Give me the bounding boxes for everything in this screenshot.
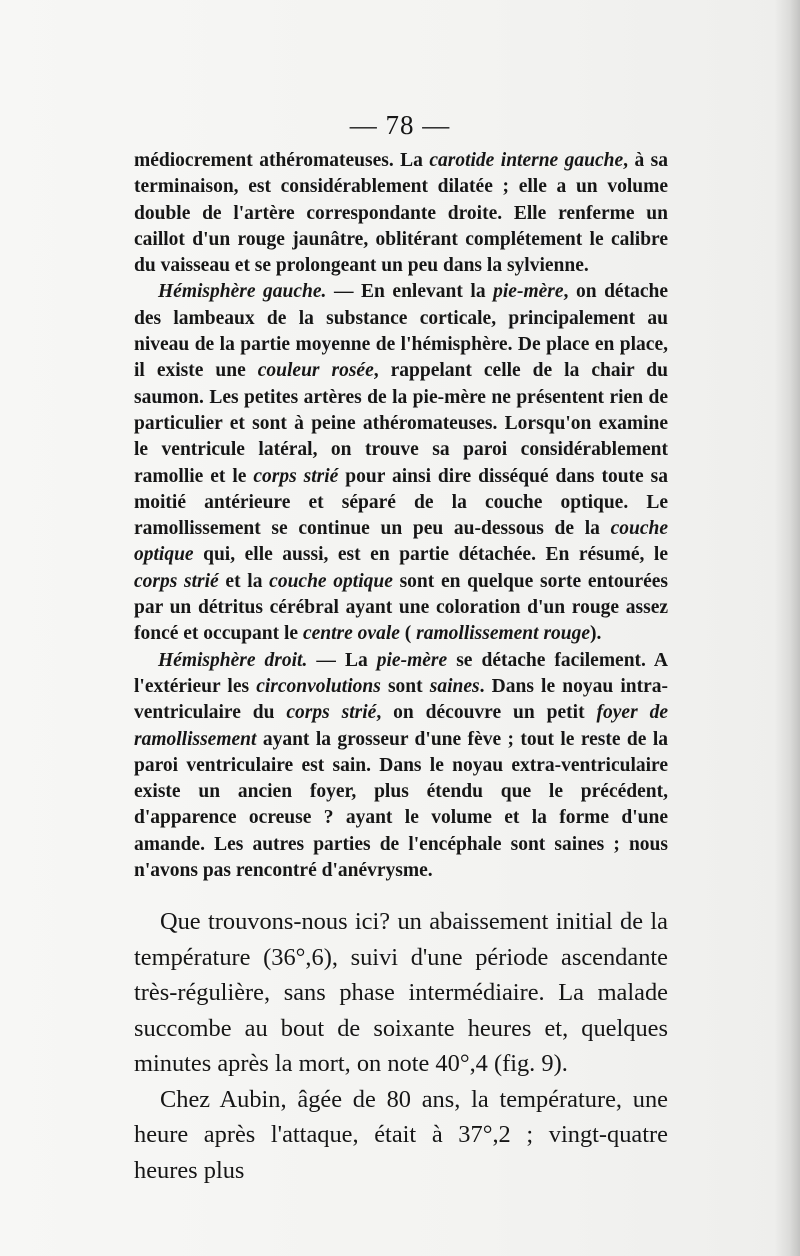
text-run: médiocrement athéromateuses. La xyxy=(134,150,430,171)
text-run: sont en quelque sorte entourées par un détritus cérébral ayant une coloration d'un rouge assez foncé et occupant le xyxy=(134,570,668,645)
page-number: — 78 — xyxy=(349,110,451,140)
italic-run: Hémisphère gauche. xyxy=(158,281,327,303)
italic-run: corps strié xyxy=(253,465,339,487)
paragraph xyxy=(134,148,668,279)
paragraph xyxy=(134,1082,668,1189)
text-run: , rappelant celle de la chair du saumon. Les petites artères de la pie-mère ne présentent rien de particulier et sont à peine athéromateuses. Lorsqu'on examine le ventricule latéral, on trouve sa paroi considérablement ramollie et le xyxy=(134,360,669,487)
italic-run: Hémisphère droit. xyxy=(158,649,308,671)
italic-run: foyer de ramollissement xyxy=(134,702,668,750)
text-run: et la xyxy=(218,570,270,592)
text-run: ). xyxy=(590,623,602,645)
commentary-block xyxy=(134,904,668,1188)
text-run: — La xyxy=(307,649,377,671)
text-run: . Dans le noyau intra-ventriculaire du xyxy=(134,675,668,724)
italic-run: saines xyxy=(429,675,480,697)
text-run: se détache facilement. A l'extérieur les xyxy=(134,649,668,697)
page-edge-shadow xyxy=(774,0,800,1256)
text-run: , on découvre un petit xyxy=(376,702,597,724)
text-run: ayant la grosseur d'une fève ; tout le reste de la paroi ventriculaire est sain. Dans le noyau extra-ventriculaire existe un ancien foyer, plus étendu que le précédent, d'apparence ocreuse ? ayant le volume et la forme d'une amande. Les autres parties de l'encéphale sont saines ; nous n'avons pas rencontré d'anévrysme. xyxy=(134,728,668,882)
italic-run: centre ovale xyxy=(302,623,400,645)
italic-run: pie-mère xyxy=(376,649,448,671)
paragraph xyxy=(134,904,668,1082)
text-run: Chez Aubin, âgée de 80 ans, la température, une heure après l'attaque, était à 37°,2 ; vingt-quatre heures plus xyxy=(134,1085,668,1184)
italic-run: corps strié xyxy=(134,570,219,592)
paragraph xyxy=(134,648,668,885)
text-run: pour ainsi dire disséqué dans toute sa moitié antérieure et séparé de la couche optique. Le ramollissement se continue un peu au-dessous de la xyxy=(134,465,668,540)
text-run: Que trouvons-nous ici? un abaissement initial de la température (36°,6), suivi d'une période ascendante très-régulière, sans phase intermédiaire. La malade succombe au bout de soixante heures et, quelques minutes après la mort, on note 40°,4 (fig. 9). xyxy=(134,908,668,1077)
text-run: qui, elle aussi, est en partie détachée. En résumé, le xyxy=(193,544,668,566)
italic-run: carotide interne gauche xyxy=(429,150,624,171)
text-run: , à sa terminaison, est considérablement dilatée ; elle a un volume double de l'artère correspondante droite. Elle renferme un caillot d'un rouge jaunâtre, oblitérant complétement le calibre du vaisseau et se prolongeant un peu dans la sylvienne. xyxy=(134,150,668,277)
italic-run: couleur rosée xyxy=(257,360,374,382)
italic-run: pie-mère xyxy=(493,281,564,303)
italic-run: couche optique xyxy=(134,518,668,566)
case-notes-block xyxy=(134,148,668,884)
italic-run: ramollissement rouge xyxy=(416,623,591,645)
text-run: ( xyxy=(399,623,417,645)
text-run: — En enlevant la xyxy=(326,281,494,303)
italic-run: corps strié xyxy=(286,702,377,724)
text-run: sont xyxy=(380,675,430,697)
italic-run: couche optique xyxy=(269,570,393,592)
text-run: , on détache des lambeaux de la substance corticale, principalement au niveau de la partie moyenne de l'hémisphère. De place en place, il existe une xyxy=(134,281,668,382)
paragraph xyxy=(134,279,668,647)
italic-run: circonvolutions xyxy=(256,675,381,697)
